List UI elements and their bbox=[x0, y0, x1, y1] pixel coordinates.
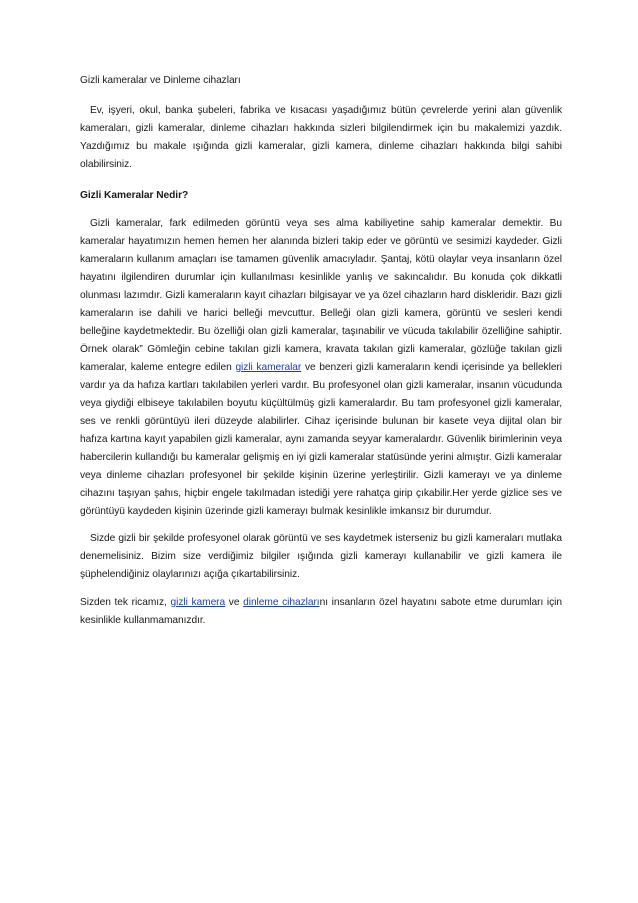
body-text-part1: Gizli kameralar, fark edilmeden görüntü veya ses alma kabiliyetine sahip kameralar demektir. Bu kameralar hayatımızın hemen hemen her alanında bizleri takip eder ve görüntü ve sesimizi kaydeder. Gizli kameraların kullanım amaçları ise tamamen güvenlik amacıyladır. Şantaj, kötü olaylar veya insanların özel hayatını ilgilendiren durumlar için kullanılması kesinlikle yanlış ve sakıncalıdır. Bu konuda çok dikkatli olunması lazımdır. Gizli kameraların kayıt cihazları bilgisayar ve ya özel cihazların hard diskleridir. Bazı gizli kameraların ise dahili ve harici belleği mevcuttur. Belleği olan gizli kamera, görüntü ve sesleri kendi belleğine kaydetmektedir. Bu özelliği olan gizli kameralar, taşınabilir ve vücuda takılabilir özelliğine sahiptir. Örnek olarak” Gömleğin cebine takılan gizli kamera, kravata takılan gizli kameralar, gözlüğe takılan gizli kameralar, kaleme entegre edilen bbox=[80, 218, 562, 373]
gizli-kamera-link[interactable]: gizli kamera bbox=[170, 597, 226, 608]
closing-paragraph bbox=[80, 594, 562, 630]
body-paragraph bbox=[80, 215, 562, 521]
gizli-kameralar-link[interactable]: gizli kameralar bbox=[235, 362, 302, 373]
document-title: Gizli kameralar ve Dinleme cihazları bbox=[80, 75, 241, 86]
document-page bbox=[80, 72, 562, 630]
dinleme-cihazlari-link[interactable]: dinleme cihazları bbox=[243, 597, 320, 608]
intro-paragraph: Ev, işyeri, okul, banka şubeleri, fabrika ve kısacası yaşadığımız bütün çevrelerde yerini alan güvenlik kameraları, gizli kameralar, dinleme cihazları hakkında sizleri bilgilendirmek için bu makalemizi yazdık. Yazdığımız bu makale ışığında gizli kameralar, gizli kamera, dinleme cihazları hakkında bilgi sahibi olabilirsiniz. bbox=[80, 105, 562, 170]
section-heading: Gizli Kameralar Nedir? bbox=[80, 190, 189, 201]
closing-text-part2: ve bbox=[225, 597, 244, 608]
recommendation-paragraph: Sizde gizli bir şekilde profesyonel olarak görüntü ve ses kaydetmek isterseniz bu gizli kameraları mutlaka denemelisiniz. Bizim size verdiğimiz bilgiler ışığında gizli kamerayı kullanabilir ve gizli kamera ile şüphelendiğiniz olaylarınızı açığa çıkartabilirsiniz. bbox=[80, 533, 562, 580]
closing-text-part1: Sizden tek ricamız, bbox=[80, 597, 171, 608]
body-text-part2: ve benzeri gizli kameraların kendi içerisinde ya bellekleri vardır ya da hafıza kartları takılabilen yerleri vardır. Bu profesyonel olan gizli kameralar, insanın vücudunda veya giydiği elbiseye takılabilen boyutu küçültülmüş gizli kameralardır. Bu tam profesyonel gizli kameralar, ses ve renkli görüntüyü ileri düzeyde alabilirler. Cihaz içerisinde bulunan bir kasete veya dijital olan bir hafıza kartına kayıt yapabilen gizli kameralar, aynı zamanda seyyar kameralardır. Güvenlik birimlerinin veya habercilerin kullandığı bu kameralar gelişmiş en iyi gizli kameralar statüsünde yerini almıştır. Gizli kameralar veya dinleme cihazları profesyonel bir şekilde kişinin üzerine yerleştirilir. Gizli kamerayı ve ya dinleme cihazını taşıyan şahıs, hiçbir engele takılmadan istediği yere rahatça girip çıkabilir.Her yerde gizlice ses ve görüntüyü kaydeden kişinin üzerinde gizli kamerayı bulmak kesinlikle imkansız bir durumdur. bbox=[80, 362, 562, 517]
closing-text-part3: nı insanların özel hayatını sabote etme durumları için kesinlikle kullanmamanızdır. bbox=[80, 597, 562, 626]
